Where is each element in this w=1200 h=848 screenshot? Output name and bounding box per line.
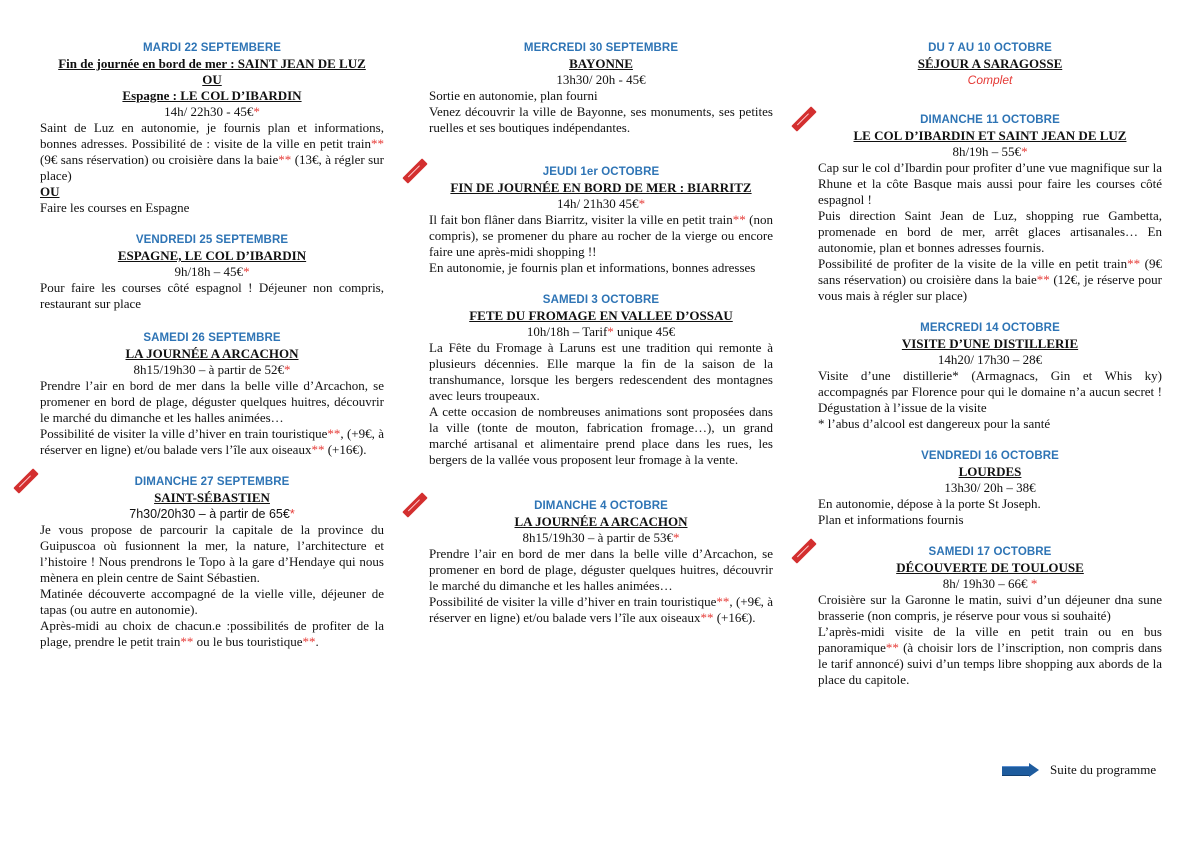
event-title: FETE DU FROMAGE EN VALLEE D’OSSAU [469, 308, 733, 323]
event-26-sept [40, 330, 384, 458]
event-30-sept [429, 40, 773, 136]
event-time-price: 8h15/19h30 – à partir de 52€* [133, 362, 291, 377]
event-details: L’après-midi visite de la ville en petit train ou en bus panoramique** (à choisir lors de l’inscription, non compris dans le tarif annoncé) suivi d’un temps libre shopping aux abords de la place du capitole. [818, 624, 1162, 687]
event-title: FIN DE JOURNÉE EN BORD DE MER : BIARRITZ [450, 180, 752, 195]
or-separator: OU [40, 184, 60, 199]
event-description: Saint de Luz en autonomie, je fournis plan et informations, bonnes adresses. Possibilité de : visite de la ville en petit train** (9€ sans réservation) ou croisière dans la baie** (13€, à régler sur place) [40, 120, 384, 183]
event-17-oct [818, 544, 1162, 688]
event-time-price: 7h30/20h30 – à partir de 65€* [129, 507, 295, 521]
event-date: SAMEDI 3 OCTOBRE [542, 294, 660, 306]
event-details: A cette occasion de nombreuses animations sont proposées dans la ville (tonte de mouton, fabrication fromage…), un grand marché artisanal et alimentaire prend place dans les rues, les bergers de la vallée vous proposent leur fromage à la vente. [429, 404, 773, 467]
event-time-price: 9h/18h – 45€* [174, 264, 250, 279]
event-date: MARDI 22 SEPTEMBERE [142, 42, 281, 54]
column-1 [40, 40, 384, 664]
event-22-sept [40, 40, 384, 216]
event-options: Possibilité de profiter de la visite de la ville en petit train** (9€ sans réservation) ou croisière dans la baie** (12€, je réserve pour vous mais à régler sur place) [818, 256, 1162, 303]
event-date: MERCREDI 14 OCTOBRE [920, 322, 1060, 334]
event-time-price: 14h/ 21h30 45€* [556, 196, 646, 211]
event-title: ESPAGNE, LE COL D’IBARDIN [117, 248, 307, 263]
event-description: Il fait bon flâner dans Biarritz, visiter la ville en petit train** (non compris), se promener du phare au rocher de la vierge ou encore faire une après-midi shopping !! [429, 212, 773, 259]
event-details: Puis direction Saint Jean de Luz, shopping rue Gambetta, promenade en bord de mer, arrêt glaces artisanales… En autonomie, plan et bonnes adresses fournis. [818, 208, 1162, 255]
event-time-price: 10h/18h – Tarif* unique 45€ [526, 324, 676, 339]
column-3 [818, 40, 1162, 702]
event-title: LOURDES [958, 464, 1022, 479]
event-time-price: 8h/ 19h30 – 66€ * [942, 576, 1038, 591]
featured-ribbon-icon [12, 468, 38, 494]
event-title-alt: Espagne : LE COL D’IBARDIN [122, 88, 302, 103]
status-badge: Complet [967, 73, 1013, 87]
event-date: MERCREDI 30 SEPTEMBRE [523, 42, 679, 54]
event-date: SAMEDI 26 SEPTEMBRE [143, 332, 281, 344]
featured-ribbon-icon [401, 158, 427, 184]
event-date: VENDREDI 16 OCTOBRE [921, 450, 1059, 462]
event-time-price: 8h/19h – 55€* [952, 144, 1028, 159]
event-date: DU 7 AU 10 OCTOBRE [928, 42, 1052, 54]
event-date: VENDREDI 25 SEPTEMBRE [135, 234, 289, 246]
event-title: LE COL D’IBARDIN ET SAINT JEAN DE LUZ [853, 128, 1127, 143]
event-description: Visite d’une distillerie* (Armagnacs, Gin et Whis ky) accompagnés par Florence pour qui le domaine n’a aucun secret ! Dégustation à l’issue de la visite [818, 368, 1162, 415]
event-7-10-oct [818, 40, 1162, 88]
column-2 [429, 40, 773, 640]
event-afternoon: Après-midi au choix de chacun.e :possibilités de profiter de la plage, prendre le petit train** ou le bus touristique**. [40, 618, 384, 649]
event-time-price: 13h30/ 20h - 45€ [556, 72, 646, 87]
event-options: Possibilité de visiter la ville d’hiver en train touristique**, (+9€, à réserver en ligne) et/ou balade vers l’île aux oiseaux** (+16€). [40, 426, 384, 457]
event-25-sept [40, 232, 384, 312]
event-details: Plan et informations fournis [818, 512, 964, 527]
event-4-oct [429, 498, 773, 626]
event-title: DÉCOUVERTE DE TOULOUSE [896, 560, 1084, 575]
featured-ribbon-icon [790, 106, 816, 132]
event-title: LA JOURNÉE A ARCACHON [514, 514, 688, 529]
event-description-alt: Faire les courses en Espagne [40, 200, 190, 215]
event-16-oct [818, 448, 1162, 528]
event-details: Venez découvrir la ville de Bayonne, ses monuments, ses petites ruelles et ses boutiques indépendantes. [429, 104, 773, 135]
event-time-price: 8h15/19h30 – à partir de 53€* [522, 530, 680, 545]
event-warning: * l’abus d’alcool est dangereux pour la santé [818, 416, 1051, 431]
or-separator: OU [202, 72, 222, 87]
event-description: En autonomie, dépose à la porte St Joseph. [818, 496, 1041, 511]
event-description: Je vous propose de parcourir la capitale de la province du Guipuscoa où fusionnent la mer, la nature, l’architecture et l’histoire ! Nous prendrons le Topo à la gare d’Hendaye qui nous mènera en plein centre de Saint Sébastien. [40, 522, 384, 585]
event-3-oct [429, 292, 773, 468]
event-14-oct [818, 320, 1162, 432]
event-description: Prendre l’air en bord de mer dans la belle ville d’Arcachon, se promener en bord de plage, déguster quelques huitres, découvrir le marché du dimanche et les halles animées… [40, 378, 384, 425]
event-title: Fin de journée en bord de mer : SAINT JEAN DE LUZ [58, 56, 366, 71]
event-title: SAINT-SÉBASTIEN [154, 490, 270, 505]
event-time-price: 14h/ 22h30 - 45€* [164, 104, 260, 119]
event-1-oct [429, 164, 773, 276]
event-description: Pour faire les courses côté espagnol ! Déjeuner non compris, restaurant sur place [40, 280, 384, 311]
next-page-label: Suite du programme [1050, 762, 1157, 777]
event-date: DIMANCHE 27 SEPTEMBRE [134, 476, 290, 488]
event-11-oct [818, 112, 1162, 304]
arrow-right-icon [1002, 763, 1040, 777]
featured-ribbon-icon [790, 538, 816, 564]
event-date: JEUDI 1er OCTOBRE [542, 166, 660, 178]
event-description: Prendre l’air en bord de mer dans la belle ville d’Arcachon, se promener en bord de plage, déguster quelques huitres, découvrir le marché du dimanche et les halles animées… [429, 546, 773, 593]
event-title: LA JOURNÉE A ARCACHON [125, 346, 299, 361]
event-27-sept [40, 474, 384, 650]
event-date: DIMANCHE 4 OCTOBRE [534, 500, 668, 512]
event-time-price: 13h30/ 20h – 38€ [944, 480, 1036, 495]
event-description: Cap sur le col d’Ibardin pour profiter d’une vue magnifique sur la Rhune et la côte Basque mais aussi pour faire les courses côté espagnol ! [818, 160, 1162, 207]
featured-ribbon-icon [401, 492, 427, 518]
event-details: En autonomie, je fournis plan et informations, bonnes adresses [429, 260, 756, 275]
event-title: BAYONNE [569, 56, 633, 71]
event-date: SAMEDI 17 OCTOBRE [928, 546, 1052, 558]
event-morning: Matinée découverte accompagné de la vielle ville, déjeuner de tapas (ou autre en autonomie). [40, 586, 384, 617]
event-time-price: 14h20/ 17h30 – 28€ [937, 352, 1043, 367]
event-description: La Fête du Fromage à Laruns est une tradition qui remonte à plusieurs décennies. Elle marque la fin de la saison de la transhumance, lorsque les bergers redescendent des montagnes avec leurs troupeaux. [429, 340, 773, 403]
event-options: Possibilité de visiter la ville d’hiver en train touristique**, (+9€, à réserver en ligne) et/ou balade vers l’île aux oiseaux** (+16€). [429, 594, 773, 625]
next-page-link[interactable] [1002, 762, 1156, 778]
event-description: Croisière sur la Garonne le matin, suivi d’un déjeuner dna sune brasserie (non compris, je réserve pour vous si souhaité) [818, 592, 1162, 623]
event-title: VISITE D’UNE DISTILLERIE [901, 336, 1079, 351]
event-title: SÉJOUR A SARAGOSSE [917, 56, 1063, 71]
event-description: Sortie en autonomie, plan fourni [429, 88, 598, 103]
event-date: DIMANCHE 11 OCTOBRE [920, 114, 1060, 126]
